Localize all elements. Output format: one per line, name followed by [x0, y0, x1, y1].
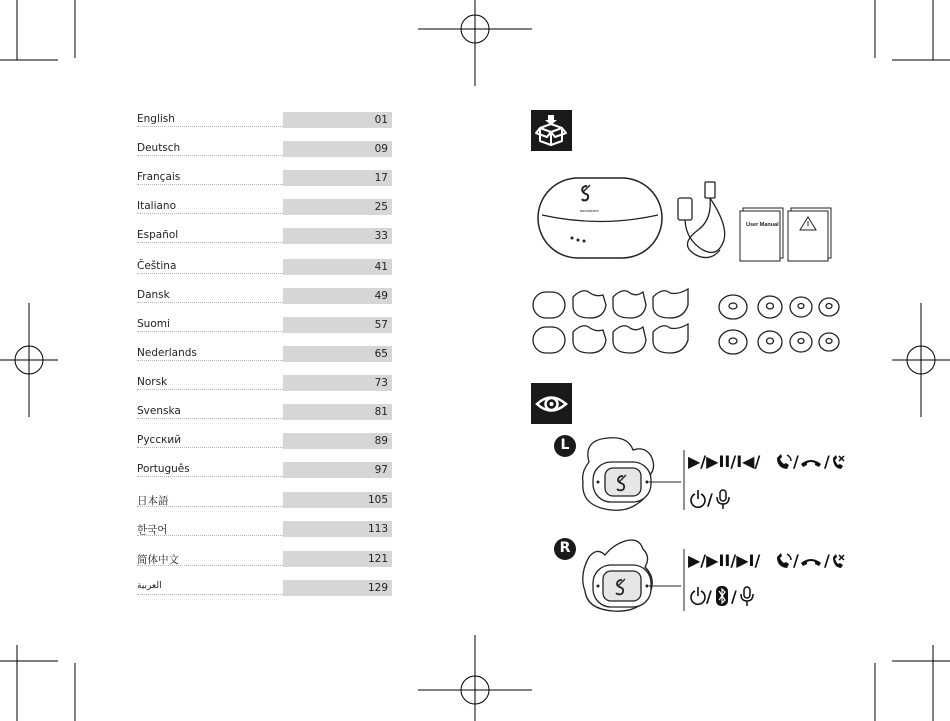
hang-up-icon — [801, 460, 821, 467]
toc-language: Français — [137, 171, 181, 183]
toc-row — [137, 199, 392, 217]
toc-language: Deutsch — [137, 142, 181, 154]
toc-row — [137, 580, 392, 598]
dot-leader — [137, 242, 283, 243]
toc-page-number: 105 — [283, 492, 392, 508]
overview-section-icon — [531, 383, 572, 424]
toc-language: Italiano — [137, 200, 176, 212]
user-manual-icon — [740, 208, 783, 261]
toc-language: English — [137, 113, 175, 125]
user-manual-label: User Manual — [746, 222, 779, 228]
toc-page-number: 89 — [283, 433, 392, 449]
ear-wing-icon — [533, 289, 688, 353]
toc-page-number: 113 — [283, 521, 392, 537]
toc-row — [137, 462, 392, 480]
toc-row — [137, 141, 392, 159]
toc-language: Português — [137, 463, 190, 475]
ear-tips-and-wings-illustration — [528, 285, 858, 360]
toc-row — [137, 228, 392, 246]
microphone-icon — [720, 490, 726, 501]
toc-language: 日本語 — [137, 495, 169, 507]
toc-language: Svenska — [137, 405, 181, 417]
toc-language: العربية — [137, 581, 162, 591]
dot-leader — [137, 213, 283, 214]
dot-leader — [137, 447, 283, 448]
phone-ring-icon — [777, 454, 789, 469]
dot-leader — [137, 184, 283, 185]
toc-language: Español — [137, 229, 179, 241]
dot-leader — [137, 594, 283, 595]
toc-row — [137, 433, 392, 451]
toc-page-number: 41 — [283, 259, 392, 275]
reject-call-icon — [833, 554, 843, 568]
right-media-controls: ▶/▶II/▶I/ — [688, 551, 761, 570]
toc-page-number: 129 — [283, 580, 392, 596]
microphone-icon — [744, 587, 750, 598]
toc-page-number: 121 — [283, 551, 392, 567]
ear-tip-icon — [719, 295, 839, 354]
call-controls-icons — [775, 551, 845, 571]
toc-page-number: 17 — [283, 170, 392, 186]
toc-row — [137, 112, 392, 130]
package-contents-illustration — [528, 170, 848, 270]
svg-text:/: / — [793, 452, 799, 471]
call-controls-icons — [775, 452, 845, 472]
dot-leader — [137, 273, 283, 274]
toc-page-number: 81 — [283, 404, 392, 420]
toc-row — [137, 521, 392, 539]
dot-leader — [137, 331, 283, 332]
toc-language: Dansk — [137, 289, 170, 301]
dot-leader — [137, 506, 283, 507]
toc-row — [137, 492, 392, 510]
toc-page-number: 25 — [283, 199, 392, 215]
toc-row — [137, 259, 392, 277]
toc-page-number: 57 — [283, 317, 392, 333]
toc-row — [137, 288, 392, 306]
dot-leader — [137, 535, 283, 536]
toc-page-number: 73 — [283, 375, 392, 391]
eye-icon — [531, 383, 572, 424]
phone-ring-icon — [777, 553, 789, 568]
dot-leader — [137, 476, 283, 477]
toc-row — [137, 346, 392, 364]
toc-language: Nederlands — [137, 347, 197, 359]
dot-leader — [137, 155, 283, 156]
toc-page-number: 97 — [283, 462, 392, 478]
hang-up-icon — [801, 559, 821, 566]
box-contents-section-icon — [531, 110, 572, 151]
toc-row — [137, 551, 392, 569]
toc-page-number: 01 — [283, 112, 392, 128]
dot-leader — [137, 302, 283, 303]
left-earbud-diagram — [553, 432, 843, 522]
toc-language: Русский — [137, 434, 182, 446]
right-earbud-icon — [583, 540, 652, 611]
toc-page-number: 09 — [283, 141, 392, 157]
right-earbud-diagram — [553, 535, 843, 625]
toc-language: Čeština — [137, 260, 177, 272]
svg-text:/: / — [706, 587, 712, 606]
dot-leader — [137, 389, 283, 390]
toc-page-number: 49 — [283, 288, 392, 304]
right-badge-label: R — [559, 540, 571, 556]
left-media-controls: ▶/▶II/I◀/ — [688, 452, 761, 471]
toc-language: 한국어 — [137, 524, 168, 536]
svg-text:/: / — [731, 587, 737, 606]
usb-cable-icon — [678, 182, 725, 258]
dot-leader — [137, 418, 283, 419]
toc-page-number: 33 — [283, 228, 392, 244]
left-badge-label: L — [560, 437, 570, 453]
open-box-icon — [531, 110, 572, 151]
toc-page-number: 65 — [283, 346, 392, 362]
svg-text:/: / — [824, 452, 830, 471]
dot-leader — [137, 565, 283, 566]
dot-leader — [137, 126, 283, 127]
toc-row — [137, 170, 392, 188]
slash-separator: / — [707, 490, 713, 509]
power-mic-icons — [687, 488, 737, 512]
power-bt-mic-icons — [687, 585, 767, 611]
toc-language: 简体中文 — [137, 554, 179, 566]
toc-row — [137, 317, 392, 335]
safety-sheet-icon — [788, 208, 831, 261]
left-earbud-icon — [583, 438, 654, 511]
dot-leader — [137, 360, 283, 361]
toc-language: Suomi — [137, 318, 170, 330]
svg-text:/: / — [824, 551, 830, 570]
reject-call-icon — [833, 455, 843, 469]
charging-case-icon — [538, 178, 662, 258]
svg-text:/: / — [793, 551, 799, 570]
toc-row — [137, 404, 392, 422]
toc-language: Norsk — [137, 376, 168, 388]
toc-row — [137, 375, 392, 393]
case-brand-label: soundcore — [580, 208, 599, 213]
